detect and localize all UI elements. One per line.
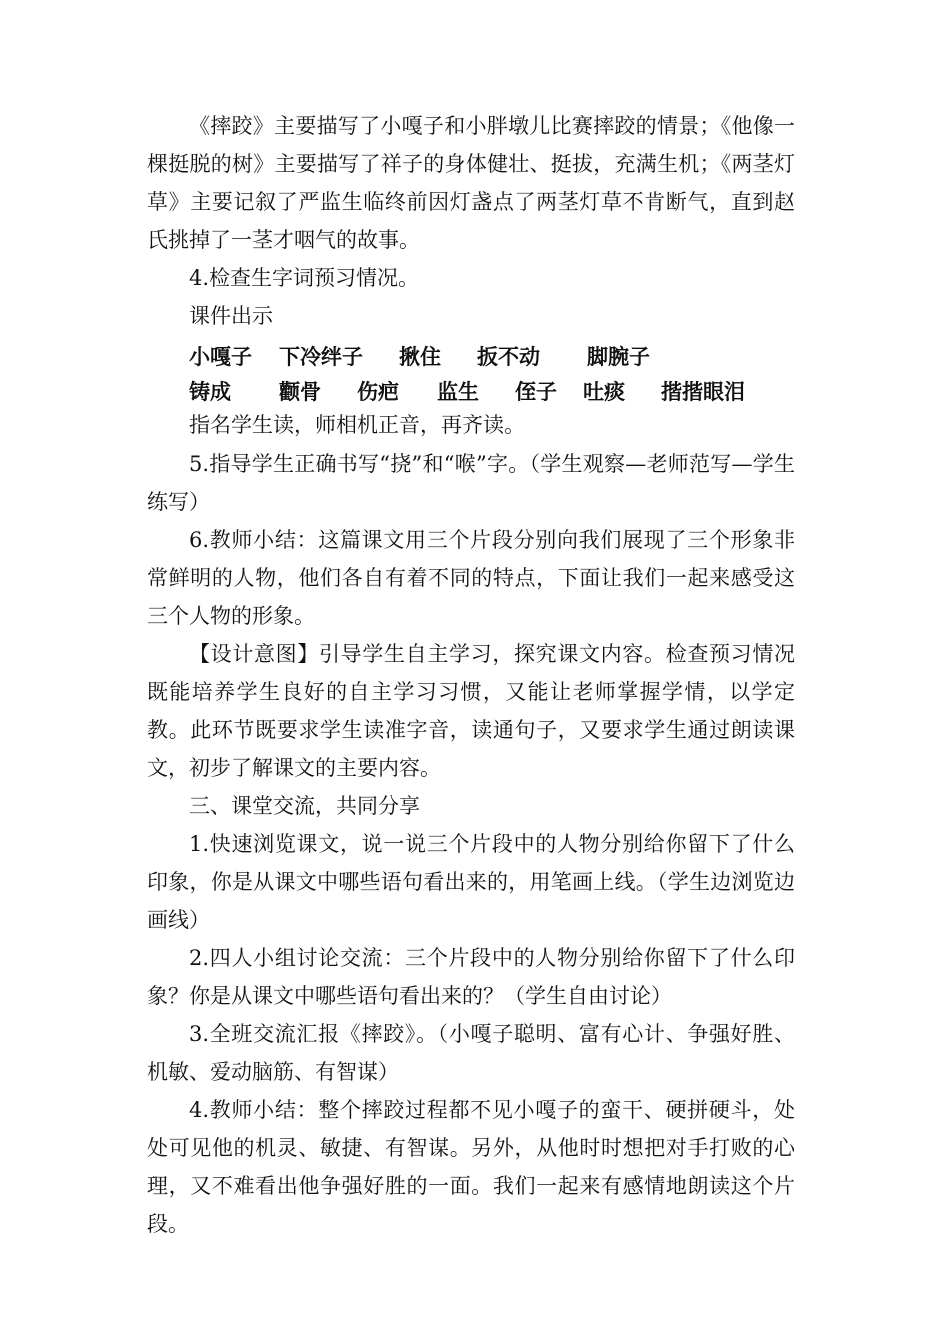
vocab-word: 伤疤 — [357, 379, 399, 404]
vocab-word: 铸成 — [189, 379, 231, 404]
vocab-row-2 — [147, 374, 795, 409]
vocab-word: 吐痰 — [583, 379, 625, 404]
vocab-word: 小嘎子 — [189, 344, 252, 369]
vocab-word: 侄子 — [515, 379, 557, 404]
step-browse-text: 1.快速浏览课文，说一说三个片段中的人物分别给你留下了什么印象，你是从课文中哪些语句看出来的，用笔画上线。（学生边浏览边画线） — [147, 832, 795, 932]
vocab-word: 扳不动 — [477, 344, 540, 369]
section-heading: 三、课堂交流，共同分享 — [189, 794, 420, 818]
vocab-row-1 — [147, 339, 795, 374]
step-teacher-conclusion: 4.教师小结：整个摔跤过程都不见小嘎子的蛮干、硬拼硬斗，处处可见他的机灵、敏捷、有智谋。另外，从他时时想把对手打败的心理，又不难看出他争强好胜的一面。我们一起来有感情地朗读这个片段。 — [147, 1098, 795, 1236]
vocab-word: 脚腕子 — [587, 344, 650, 369]
courseware-label: 课件出示 — [189, 304, 273, 328]
reading-instruction: 指名学生读，师相机正音，再齐读。 — [189, 413, 525, 437]
document-body — [147, 107, 795, 1243]
vocab-word: 颧骨 — [279, 379, 321, 404]
step-teacher-summary: 6.教师小结：这篇课文用三个片段分别向我们展现了三个形象非常鲜明的人物，他们各自有着不同的特点，下面让我们一起来感受这三个人物的形象。 — [147, 528, 795, 628]
vocab-word: 下冷绊子 — [279, 344, 363, 369]
step-writing-guidance: 5.指导学生正确书写“挠”和“喉”字。（学生观察—老师范写—学生练写） — [147, 452, 795, 514]
vocab-word: 监生 — [437, 379, 479, 404]
step-check-vocab: 4.检查生字词预习情况。 — [189, 266, 420, 290]
step-class-report: 3.全班交流汇报《摔跤》。（小嘎子聪明、富有心计、争强好胜、机敏、爱动脑筋、有智谋） — [147, 1022, 795, 1084]
step-group-discussion: 2.四人小组讨论交流：三个片段中的人物分别给你留下了什么印象？你是从课文中哪些语句看出来的？（学生自由讨论） — [147, 946, 795, 1008]
vocab-word: 揪住 — [399, 344, 441, 369]
design-intent: 【设计意图】引导学生自主学习，探究课文内容。检查预习情况既能培养学生良好的自主学习习惯，又能让老师掌握学情，以学定教。此环节既要求学生读准字音，读通句子，又要求学生通过朗读课文，初步了解课文的主要内容。 — [147, 642, 795, 780]
vocab-word: 揩揩眼泪 — [661, 379, 745, 404]
paragraph-summary: 《摔跤》主要描写了小嘎子和小胖墩儿比赛摔跤的情景；《他像一棵挺脱的树》主要描写了祥子的身体健壮、挺拔，充满生机；《两茎灯草》主要记叙了严监生临终前因灯盏点了两茎灯草不肯断气，直到赵氏挑掉了一茎才咽气的故事。 — [147, 114, 795, 252]
